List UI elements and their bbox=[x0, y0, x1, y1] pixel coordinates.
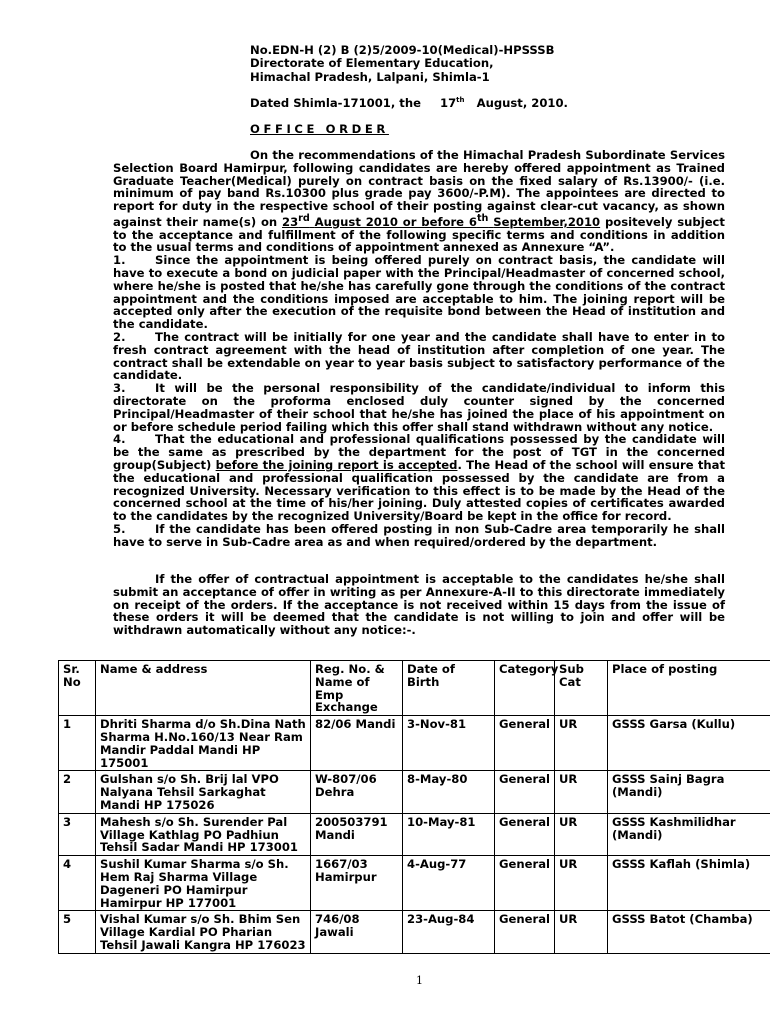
cell-name-address: Sushil Kumar Sharma s/o Sh. Hem Raj Sharma Village Dageneri PO Hamirpur Hamirpur HP 177001 bbox=[96, 856, 311, 911]
cell-reg-no: 200503791 Mandi bbox=[311, 813, 403, 855]
cell-category: General bbox=[495, 771, 555, 813]
cell-reg-no: 82/06 Mandi bbox=[311, 716, 403, 771]
table-row bbox=[59, 856, 770, 911]
cell-date-of-birth: 8-May-80 bbox=[403, 771, 495, 813]
organization-address: Himachal Pradesh, Lalpani, Shimla-1 bbox=[250, 69, 490, 84]
cell-date-of-birth: 4-Aug-77 bbox=[403, 856, 495, 911]
condition-1 bbox=[113, 254, 725, 331]
cell-reg-no: W-807/06 Dehra bbox=[311, 771, 403, 813]
table-header-row bbox=[59, 661, 770, 716]
header-name-address: Name & address bbox=[96, 661, 311, 716]
table-row bbox=[59, 911, 770, 953]
condition-number: 3. bbox=[113, 381, 126, 396]
dated-day-suffix: th bbox=[456, 96, 465, 104]
cell-place-of-posting: GSSS Sainj Bagra (Mandi) bbox=[608, 771, 770, 813]
condition-5 bbox=[113, 523, 725, 549]
cell-name-address: Dhriti Sharma d/o Sh.Dina Nath Sharma H.No.160/13 Near Ram Mandir Paddal Mandi HP 175001 bbox=[96, 716, 311, 771]
cell-date-of-birth: 3-Nov-81 bbox=[403, 716, 495, 771]
table-row bbox=[59, 771, 770, 813]
table-row bbox=[59, 716, 770, 771]
cell-sr-no: 4 bbox=[59, 856, 96, 911]
cell-sr-no: 3 bbox=[59, 813, 96, 855]
header-sub-category: Sub Cat bbox=[555, 661, 608, 716]
condition-number: 4. bbox=[113, 432, 126, 447]
cell-name-address: Gulshan s/o Sh. Brij lal VPO Nalyana Tehsil Sarkaghat Mandi HP 175026 bbox=[96, 771, 311, 813]
cell-category: General bbox=[495, 813, 555, 855]
cell-sr-no: 2 bbox=[59, 771, 96, 813]
intro-text: On the recommendations of the Himachal Pradesh Subordinate Services Selection Board Hamirpur, following candidates are hereby offered appointment as Trained Graduate Teacher(Medical) purely on contract basis on the fixed salary of Rs.13900/- (i.e. minimum of pay band Rs.10300 plus grade pay 3600/-P.M). The appointees are directed to report for duty in the respective school of their posting against clear-cut vacancy, as shown against their name(s) on bbox=[113, 148, 725, 229]
cell-place-of-posting: GSSS Batot (Chamba) bbox=[608, 911, 770, 953]
dated-prefix: Dated Shimla-171001, the bbox=[250, 96, 421, 110]
cell-sub-category: UR bbox=[555, 813, 608, 855]
cell-category: General bbox=[495, 911, 555, 953]
condition-number: 2. bbox=[113, 330, 126, 345]
organization-name: Directorate of Elementary Education, bbox=[250, 56, 494, 71]
cell-sr-no: 5 bbox=[59, 911, 96, 953]
acceptance-section bbox=[113, 573, 725, 637]
header-place-of-posting: Place of posting bbox=[608, 661, 770, 716]
letter-header bbox=[250, 44, 730, 84]
document-title: OFFICE ORDER bbox=[250, 122, 389, 136]
condition-underlined-text: before the joining report is accepted bbox=[215, 457, 458, 472]
cell-category: General bbox=[495, 716, 555, 771]
condition-2 bbox=[113, 331, 725, 382]
dated-day: 17 bbox=[440, 96, 457, 110]
condition-text-end: . The Head of the school will ensure that the educational and professional qualification possessed by the candidate are from a recognized University. Necessary verification to this effect is to be made by the Head of the concerned school at the time of his/her joining. Duly attested copies of certificates awarded to the candidates by the recognized University/Board be kept in the office for record. bbox=[113, 457, 726, 524]
cell-sr-no: 1 bbox=[59, 716, 96, 771]
deadline-middle: August 2010 or before 6 bbox=[314, 214, 477, 229]
table-row bbox=[59, 813, 770, 855]
deadline-day-1: 23 bbox=[282, 214, 299, 229]
cell-name-address: Vishal Kumar s/o Sh. Bhim Sen Village Kardial PO Pharian Tehsil Jawali Kangra HP 176023 bbox=[96, 911, 311, 953]
condition-number: 1. bbox=[113, 253, 126, 268]
header-sr-no: Sr. No bbox=[59, 661, 96, 716]
cell-name-address: Mahesh s/o Sh. Surender Pal Village Kathlag PO Padhiun Tehsil Sadar Mandi HP 173001 bbox=[96, 813, 311, 855]
condition-text: The contract will be initially for one year and the candidate shall have to enter in to fresh contract agreement with the head of institution after completion of one year. The contract shall be extendable on year to year basis subject to satisfactory performance of the candidate. bbox=[113, 330, 725, 383]
intro-text-end: positevely subject to the acceptance and fulfillment of the following specific terms and conditions in addition to the usual terms and conditions of appointment annexed as Annexure “A”. bbox=[113, 214, 725, 255]
condition-4 bbox=[113, 433, 725, 523]
cell-sub-category: UR bbox=[555, 716, 608, 771]
condition-number: 5. bbox=[113, 521, 126, 536]
header-reg-no: Reg. No. & Name of Emp Exchange bbox=[311, 661, 403, 716]
cell-place-of-posting: GSSS Kashmilidhar (Mandi) bbox=[608, 813, 770, 855]
dated-date bbox=[440, 97, 568, 110]
cell-sub-category: UR bbox=[555, 911, 608, 953]
reference-number: No.EDN-H (2) B (2)5/2009-10(Medical)-HPSSSB bbox=[250, 43, 555, 57]
page-number: 1 bbox=[416, 974, 423, 987]
cell-sub-category: UR bbox=[555, 856, 608, 911]
acceptance-paragraph: If the offer of contractual appointment is acceptable to the candidates he/she shall submit an acceptance of offer in writing as per Annexure-A-II to this directorate immediately on receipt of the orders. If the acceptance is not received within 15 days from the issue of these orders it will be deemed that the candidate is not willing to join and offer will be withdrawn automatically without any notice:-. bbox=[113, 572, 725, 638]
condition-text: It will be the personal responsibility of the candidate/individual to inform this directorate on the proforma enclosed duly counter signed by the concerned Principal/Headmaster of their school that he/she has joined the place of his appointment on or before schedule period failing which this offer shall stand withdrawn without any notice. bbox=[113, 381, 725, 434]
appointment-table bbox=[58, 660, 770, 954]
cell-sub-category: UR bbox=[555, 771, 608, 813]
condition-text: If the candidate has been offered posting in non Sub-Cadre area temporarily he shall have to serve in Sub-Cadre area as and when required/ordered by the department. bbox=[113, 521, 725, 549]
condition-text: Since the appointment is being offered purely on contract basis, the candidate will have to execute a bond on judicial paper with the Principal/Headmaster of concerned school, where he/she is posted that he/she has carefully gone through the conditions of the contract appointment and the conditions imposed are acceptable to him. The joining report will be accepted only after the execution of the requisite bond between the Head of institution and the candidate. bbox=[113, 253, 725, 332]
deadline-day-2-suffix: th bbox=[476, 212, 489, 224]
deadline-end: September,2010 bbox=[493, 214, 601, 229]
header-date-of-birth: Date of Birth bbox=[403, 661, 495, 716]
condition-3 bbox=[113, 382, 725, 433]
cell-date-of-birth: 23-Aug-84 bbox=[403, 911, 495, 953]
date-line bbox=[250, 96, 568, 110]
header-category: Category bbox=[495, 661, 555, 716]
deadline-day-1-suffix: rd bbox=[298, 212, 310, 224]
cell-date-of-birth: 10-May-81 bbox=[403, 813, 495, 855]
cell-reg-no: 1667/03 Hamirpur bbox=[311, 856, 403, 911]
condition-text: That the educational and professional qualifications possessed by the candidate will be the same as prescribed by the department for the post of TGT in the concerned group(Subject) bbox=[113, 432, 725, 472]
intro-paragraph bbox=[113, 149, 725, 254]
cell-category: General bbox=[495, 856, 555, 911]
order-body bbox=[113, 149, 725, 549]
cell-reg-no: 746/08 Jawali bbox=[311, 911, 403, 953]
cell-place-of-posting: GSSS Kaflah (Shimla) bbox=[608, 856, 770, 911]
dated-rest: August, 2010. bbox=[476, 96, 568, 110]
cell-place-of-posting: GSSS Garsa (Kullu) bbox=[608, 716, 770, 771]
